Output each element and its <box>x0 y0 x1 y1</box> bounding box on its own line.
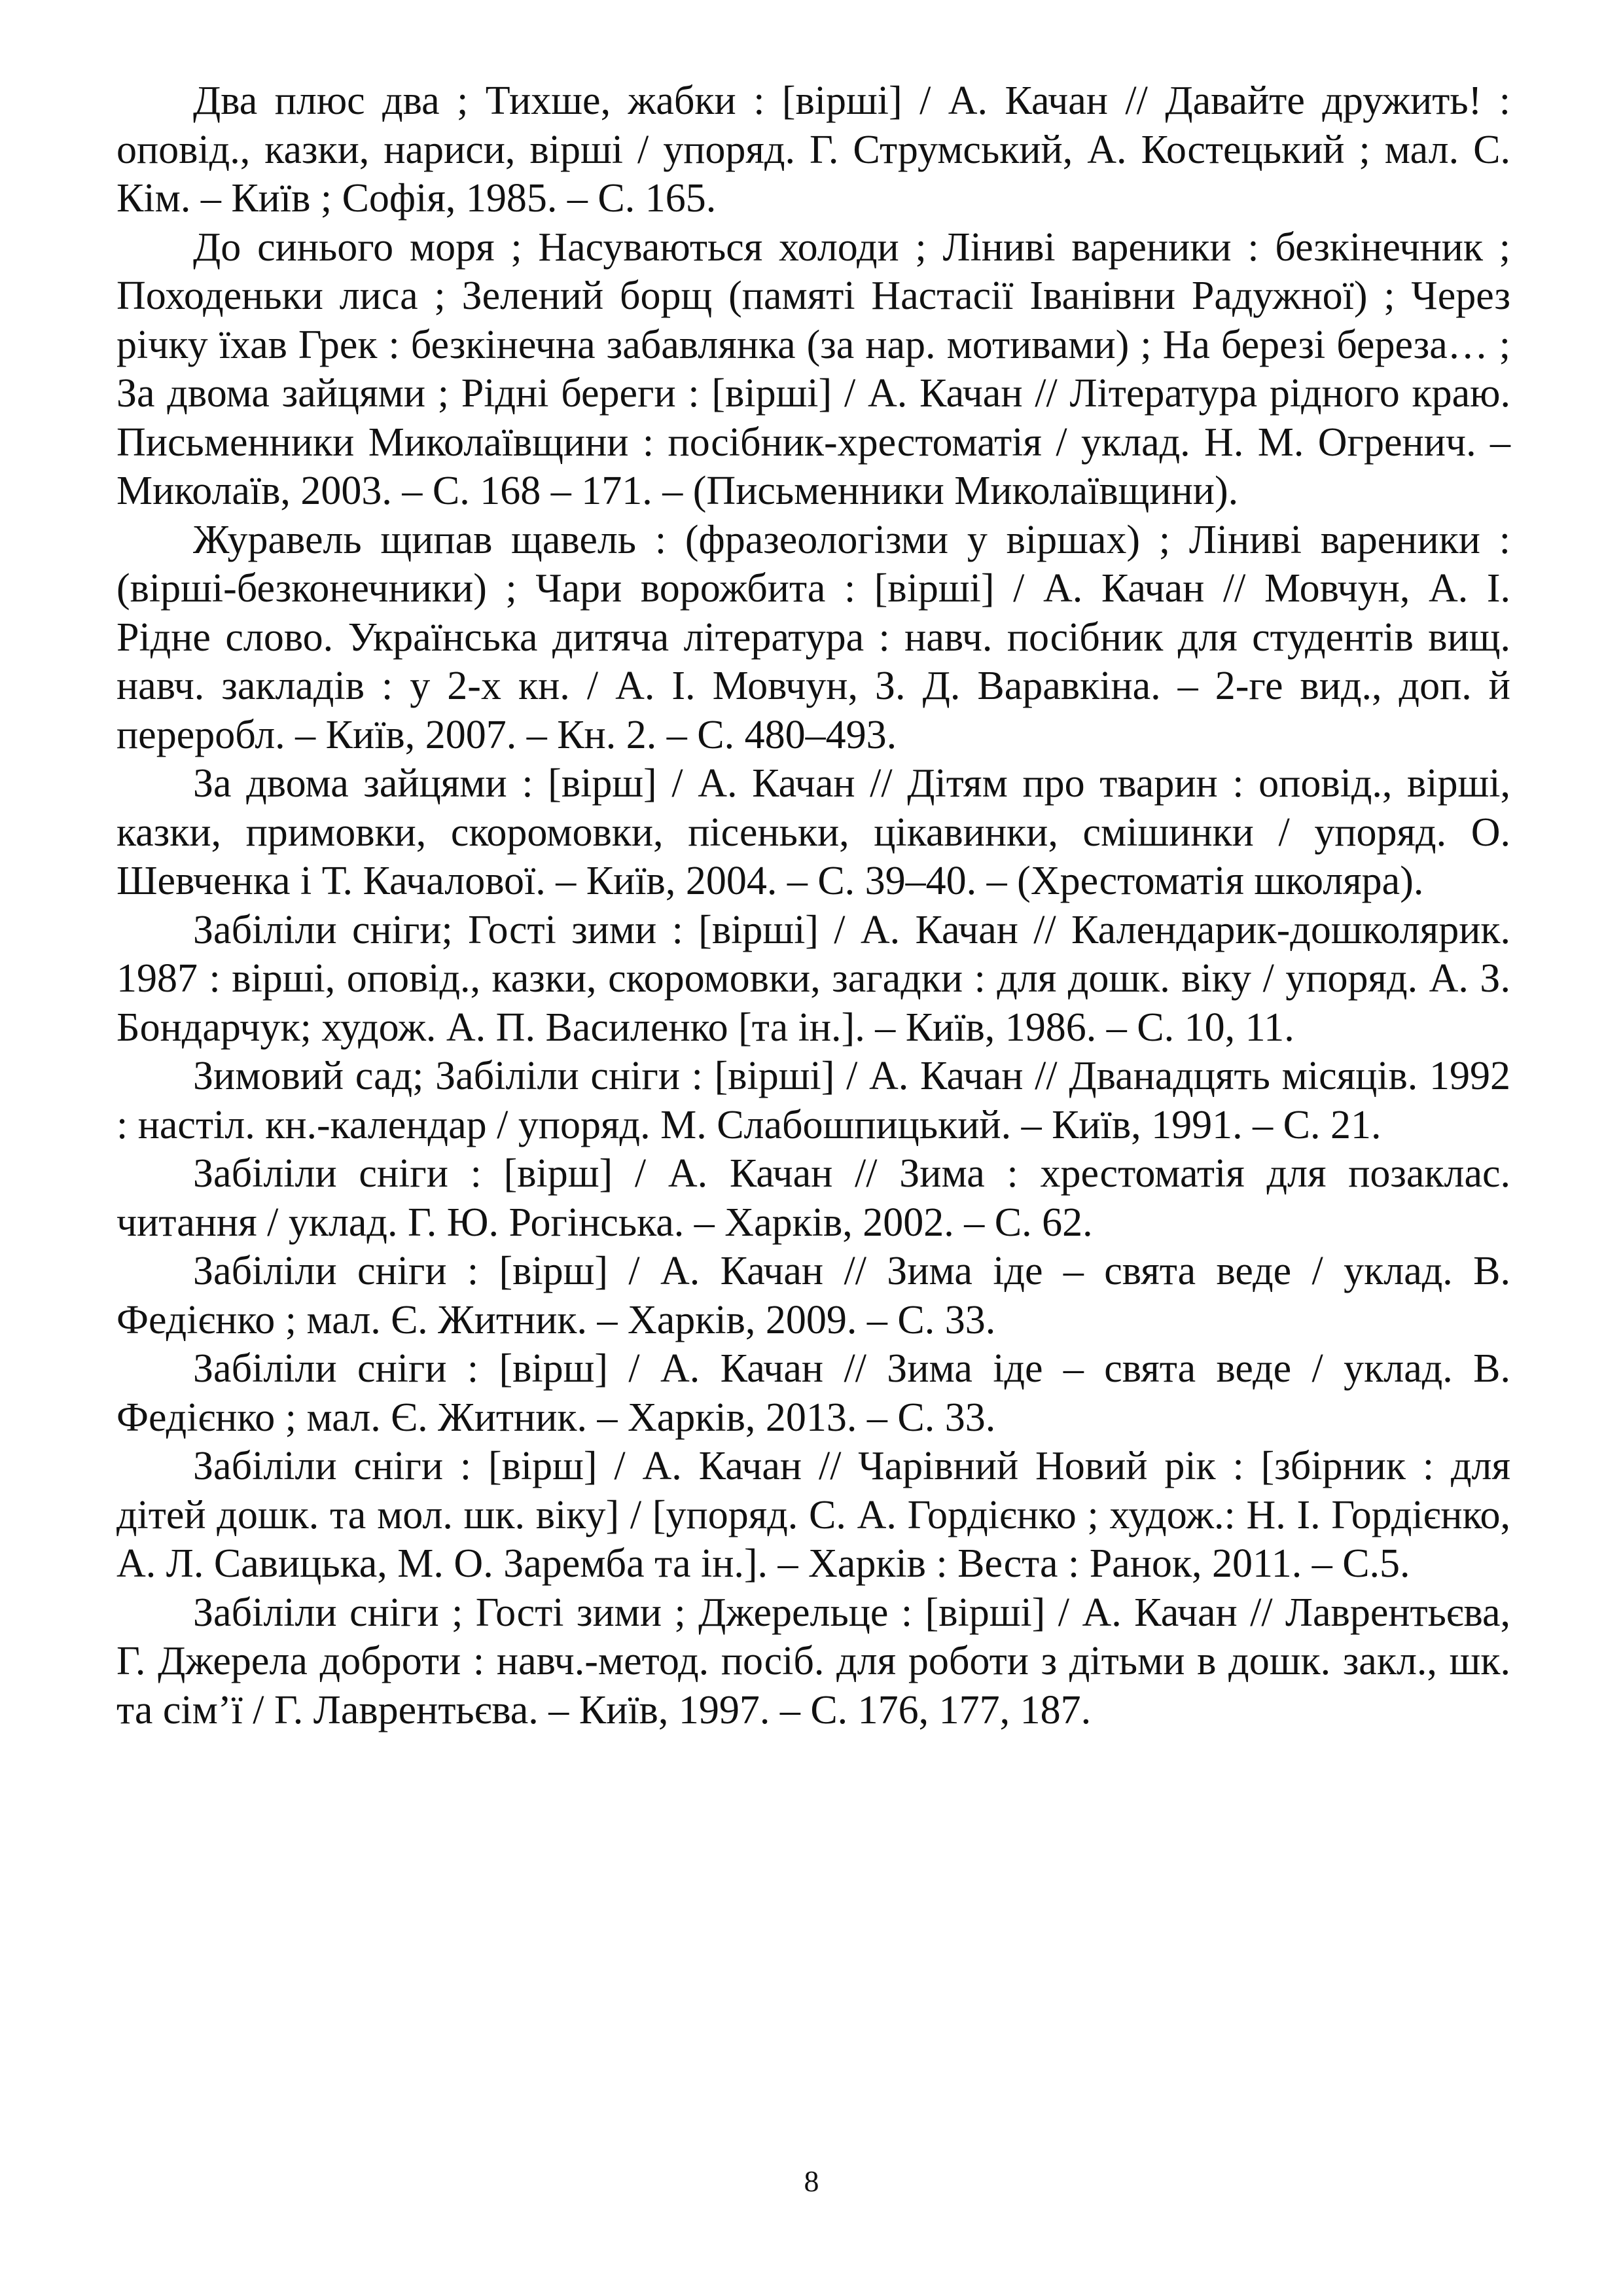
bibliography-entry: Забіліли сніги; Гості зими : [вірші] / А. Качан // Календарик-дошколярик. 1987 : вірші, оповід., казки, скоромовки, загадки : для дошк. віку / упоряд. А. З. Бондарчук; худож. А. П. Василенко [та ін.]. – Київ, 1986. – С. 10, 11. <box>116 907 1510 1050</box>
bibliography-entry: Два плюс два ; Тихше, жабки : [вірші] / А. Качан // Давайте дружить! : оповід., казки, нариси, вірші / упоряд. Г. Струмський, А. Костецький ; мал. С. Кім. – Київ ; Софія, 1985. – С. 165. <box>116 79 1510 221</box>
bibliography-entry: Забіліли сніги : [вірш] / А. Качан // Чарівний Новий рік : [збірник : для дітей дошк. та мол. шк. віку] / [упоряд. С. А. Гордієнко ; худож.: Н. І. Гордієнко, А. Л. Савицька, М. О. Заремба та ін.]. – Харків : Веста : Ранок, 2011. – С.5. <box>116 1444 1510 1586</box>
bibliography-list <box>116 77 1510 1734</box>
bibliography-entry: Зимовий сад; Забіліли сніги : [вірші] / А. Качан // Дванадцять місяців. 1992 : настіл. кн.-календар / упоряд. М. Слабошпицький. – Київ, 1991. – С. 21. <box>116 1054 1510 1147</box>
bibliography-entry: Забіліли сніги ; Гості зими ; Джерельце : [вірші] / А. Качан // Лаврентьєва, Г. Джерела доброти : навч.-метод. посіб. для роботи з дітьми в дошк. закл., шк. та сім’ї / Г. Лаврентьєва. – Київ, 1997. – С. 176, 177, 187. <box>116 1590 1510 1732</box>
bibliography-entry: Забіліли сніги : [вірш] / А. Качан // Зима : хрестоматія для позаклас. читання / уклад. Г. Ю. Рогінська. – Харків, 2002. – С. 62. <box>116 1151 1510 1245</box>
page-number: 8 <box>804 2164 819 2198</box>
bibliography-entry: За двома зайцями : [вірш] / А. Качан // Дітям про тварин : оповід., вірші, казки, примовки, скоромовки, пісеньки, цікавинки, смішинки / упоряд. О. Шевченка і Т. Качалової. – Київ, 2004. – С. 39–40. – (Хрестоматія школяра). <box>116 761 1510 903</box>
bibliography-entry: Забіліли сніги : [вірш] / А. Качан // Зима іде – свята веде / уклад. В. Федієнко ; мал. Є. Житник. – Харків, 2009. – С. 33. <box>116 1249 1510 1342</box>
bibliography-entry: До синього моря ; Насуваються холоди ; Ліниві вареники : безкінечник ; Походеньки лиса ; Зелений борщ (памяті Настасії Іванівни Радужної) ; Через річку їхав Грек : безкінечна забавлянка (за нар. мотивами) ; На березі береза… ; За двома зайцями ; Рідні береги : [вірші] / А. Качан // Література рідного краю. Письменники Миколаївщини : посібник-хрестоматія / уклад. Н. М. Огренич. – Миколаїв, 2003. – С. 168 – 171. – (Письменники Миколаївщини). <box>116 224 1510 513</box>
bibliography-entry: Журавель щипав щавель : (фразеологізми у віршах) ; Ліниві вареники : (вірші-безконечники) ; Чари ворожбита : [вірші] / А. Качан // Мовчун, А. І. Рідне слово. Українська дитяча література : навч. посібник для студентів вищ. навч. закладів : у 2-х кн. / А. І. Мовчун, З. Д. Варавкіна. – 2-ге вид., доп. й переробл. – Київ, 2007. – Кн. 2. – С. 480–493. <box>116 517 1510 757</box>
bibliography-entry: Забіліли сніги : [вірш] / А. Качан // Зима іде – свята веде / уклад. В. Федієнко ; мал. Є. Житник. – Харків, 2013. – С. 33. <box>116 1346 1510 1440</box>
